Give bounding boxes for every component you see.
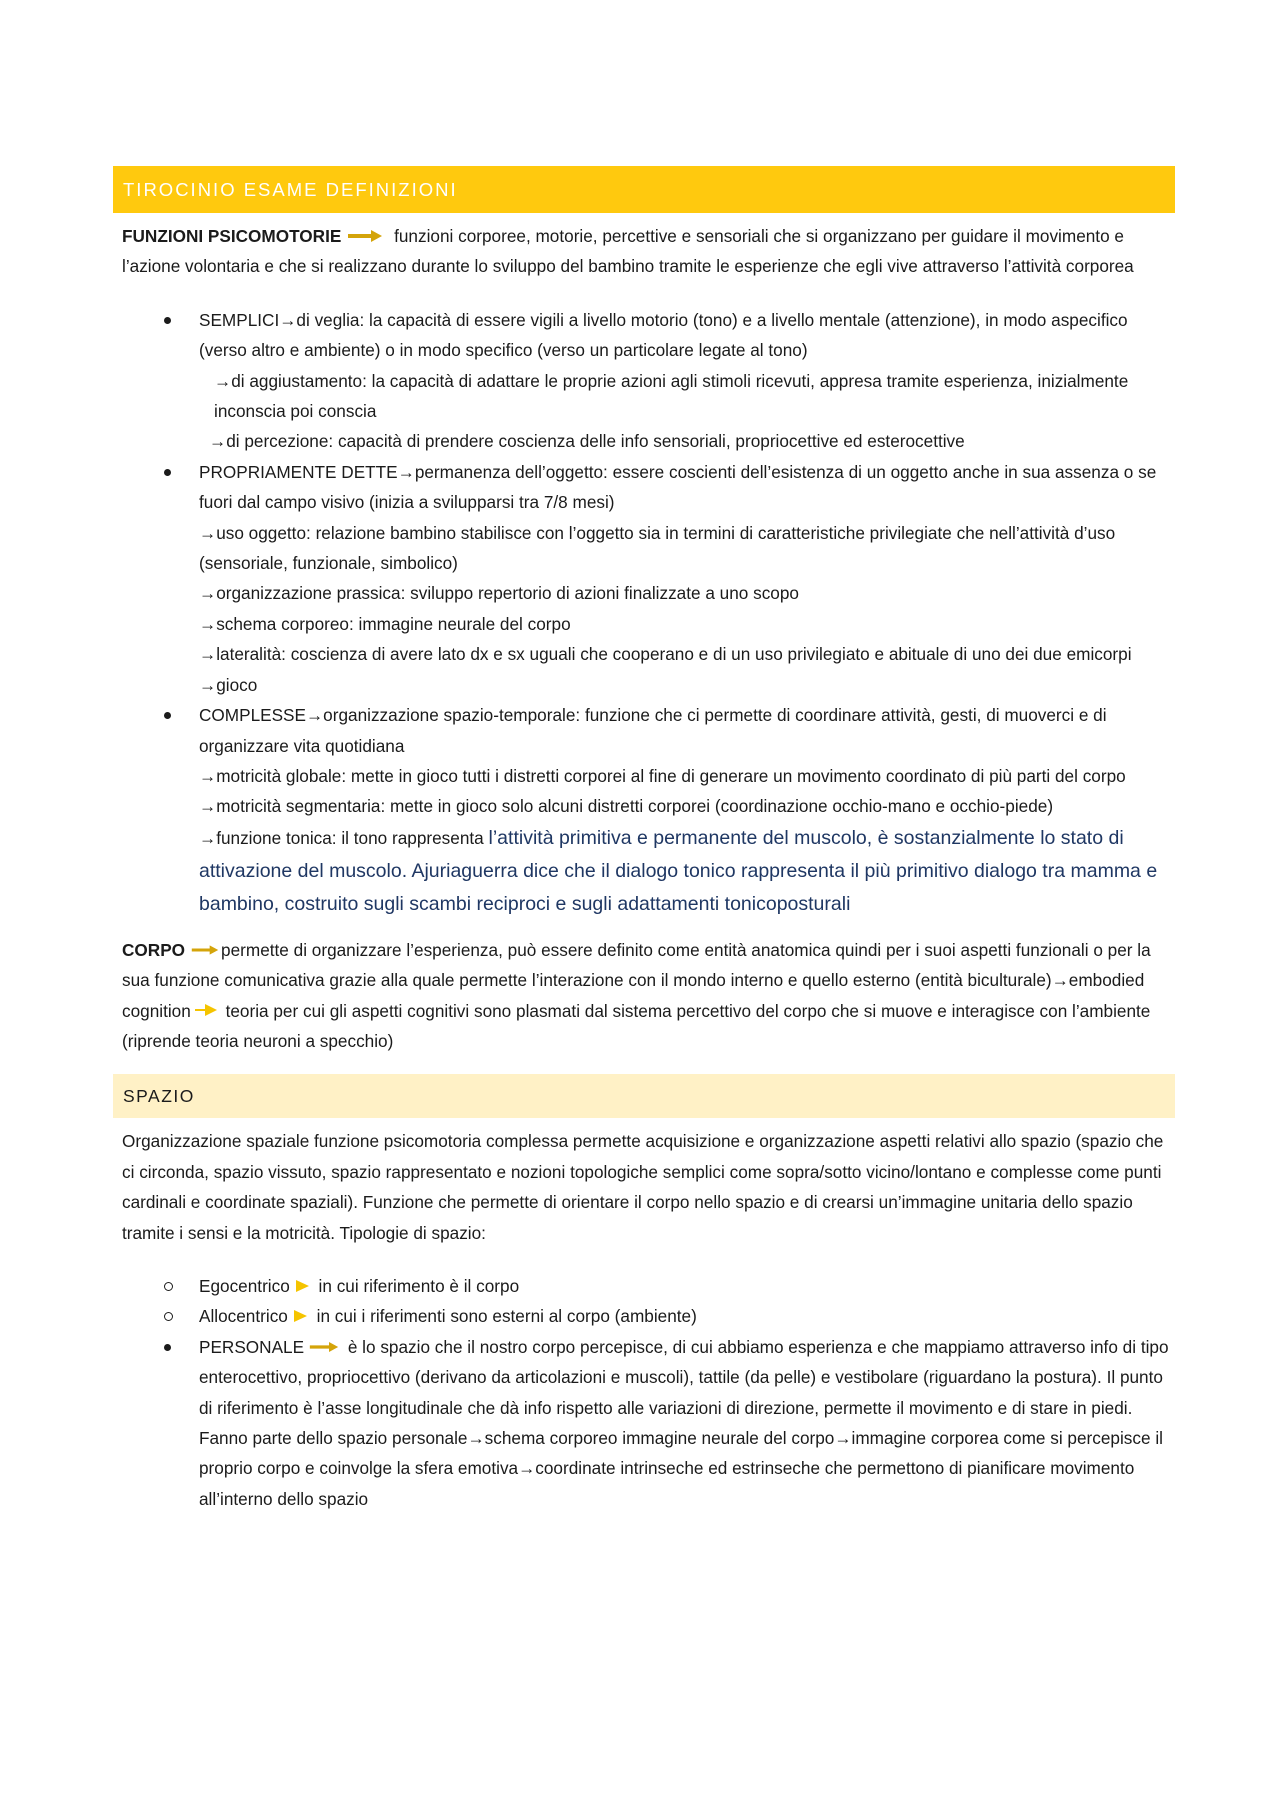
hollow-bullet-icon — [164, 1282, 173, 1291]
triangle-arrow-icon — [293, 1279, 311, 1293]
bullet-icon — [164, 469, 171, 476]
list-item-propriamente-dette: PROPRIAMENTE DETTE→permanenza dell’oggetto: essere coscienti dell’esistenza di un oggetto anche in sua assenza o se fuori dal campo visivo (inizia a svilupparsi tra 7/8 mesi) →uso oggetto: relazione bambino stabilisce con l’oggetto sia in termini di caratteristiche privilegiate che nell’attività d’uso (sensoriale, funzionale, simbolico) →organizzazione prassica: sviluppo repertorio di azioni finalizzate a uno scopo →schema corporeo: immagine neurale del corpo →lateralità: coscienza di avere lato dx e sx uguali che cooperano e di un uso privilegiato e abituale di uno dei due emicorpi →gioco — [113, 457, 1175, 700]
thick-right-arrow-icon — [309, 1341, 339, 1353]
definition-corpo: CORPO permette di organizzare l’esperienza, può essere definito come entità anatomica quindi per i suoi aspetti funzionali o per la sua funzione comunicativa grazie alla quale permette l’interazione con il mondo interno e quello esterno (entità biculturale)→embodied cognition teoria per cui gli aspetti cognitivi sono plasmati dal sistema percettivo del corpo che si muove e interagisce con l’ambiente (riprende teoria neuroni a specchio) — [122, 939, 1151, 1051]
hollow-bullet-icon — [164, 1312, 173, 1321]
thick-right-arrow-icon — [191, 944, 219, 956]
list-item-egocentrico: Egocentrico in cui riferimento è il corpo — [113, 1271, 1175, 1301]
term-funzioni-psicomotorie: FUNZIONI PSICOMOTORIE — [122, 226, 342, 246]
list-item-complesse: COMPLESSE→organizzazione spazio-temporale: funzione che ci permette di coordinare attività, gesti, di muoverci e di organizzare vita quotidiana →motricità globale: mette in gioco tutti i distretti corporei al fine di generare un movimento coordinato di più parti del corpo →motricità segmentaria: mette in gioco solo alcuni distretti corporei (coordinazione occhio-mano e occhio-piede) →funzione tonica: il tono rappresenta l’attività primitiva e permanente del muscolo, è sostanzialmente lo stato di attivazione del muscolo. Ajuriaguerra dice che il dialogo tonico rappresenta il più primitivo dialogo tra mamma e bambino, costruito sugli scambi reciproci e sugli adattamenti tonicoposturali — [113, 700, 1175, 921]
spazio-intro: Organizzazione spaziale funzione psicomotoria complessa permette acquisizione e organizzazione aspetti relativi allo spazio (spazio che ci circonda, spazio vissuto, spazio rappresentato e nozioni topologiche semplici come sopra/sotto vicino/lontano e complesse come punti cardinali e coordinate spaziali). Funzione che permette di orientare il corpo nello spazio e di crearsi un’immagine unitaria dello spazio tramite i sensi e la motricità. Tipologie di spazio: — [122, 1131, 1164, 1243]
section-heading-tirocinio: TIROCINIO ESAME DEFINIZIONI — [113, 166, 1175, 213]
triangle-arrow-icon — [291, 1309, 309, 1323]
thick-right-arrow-icon — [347, 230, 383, 242]
bullet-icon — [164, 712, 171, 719]
psicomotorie-bullet-list — [113, 305, 1175, 921]
list-item-personale: PERSONALE è lo spazio che il nostro corpo percepisce, di cui abbiamo esperienza e che mappiamo attraverso info di tipo enterocettivo, propriocettivo (derivano da articolazioni e muscoli), tattile (da pelle) e vestibolare (riguardano la postura). Il punto di riferimento è l’asse longitudinale che dà info rispetto alle variazioni di direzione, permette il movimento e di stare in piedi. Fanno parte dello spazio personale→schema corporeo immagine neurale del corpo→immagine corporea come si percepisce il proprio corpo e coinvolge la sfera emotiva→coordinate intrinseche ed estrinseche che permettono di pianificare movimento all’interno dello spazio — [113, 1332, 1175, 1514]
list-item-allocentrico: Allocentrico in cui i riferimenti sono esterni al corpo (ambiente) — [113, 1301, 1175, 1331]
list-item-semplici: SEMPLICI→di veglia: la capacità di essere vigili a livello motorio (tono) e a livello mentale (attenzione), in modo aspecifico (verso altro e ambiente) o in modo specifico (verso un particolare legate al tono) →di aggiustamento: la capacità di adattare le proprie azioni agli stimoli ricevuti, appresa tramite esperienza, inizialmente inconscia poi conscia →di percezione: capacità di prendere coscienza delle info sensoriali, propriocettive ed esterocettive — [113, 305, 1175, 457]
funzione-tonica: →funzione tonica: il tono rappresenta l’attività primitiva e permanente del muscolo, è sostanzialmente lo stato di attivazione del muscolo. Ajuriaguerra dice che il dialogo tonico rappresenta il più primitivo dialogo tra mamma e bambino, costruito sugli scambi reciproci e sugli adattamenti tonicoposturali — [199, 826, 1158, 915]
bullet-icon — [164, 1344, 171, 1351]
document-content — [113, 166, 1175, 1514]
section-heading-spazio: SPAZIO — [113, 1074, 1175, 1118]
highlighted-quote: l’attività primitiva e permanente del muscolo, è sostanzialmente lo stato di attivazione del muscolo. Ajuriaguerra dice che il dialogo tonico rappresenta il più primitivo dialogo tra mamma e bambino, costruito sugli scambi reciproci e sugli adattamenti tonicoposturali — [199, 826, 1158, 915]
definition-funzioni-psicomotorie: FUNZIONI PSICOMOTORIE funzioni corporee, motorie, percettive e sensoriali che si organizzano per guidare il movimento e l’azione volontaria e che si realizzano durante lo sviluppo del bambino tramite le esperienze che egli vive attraverso l’attività corporea — [122, 226, 1134, 277]
triangle-arrow-icon — [194, 1003, 218, 1017]
bullet-icon — [164, 317, 171, 324]
spazio-type-list — [113, 1271, 1175, 1514]
term-corpo: CORPO — [122, 939, 186, 960]
